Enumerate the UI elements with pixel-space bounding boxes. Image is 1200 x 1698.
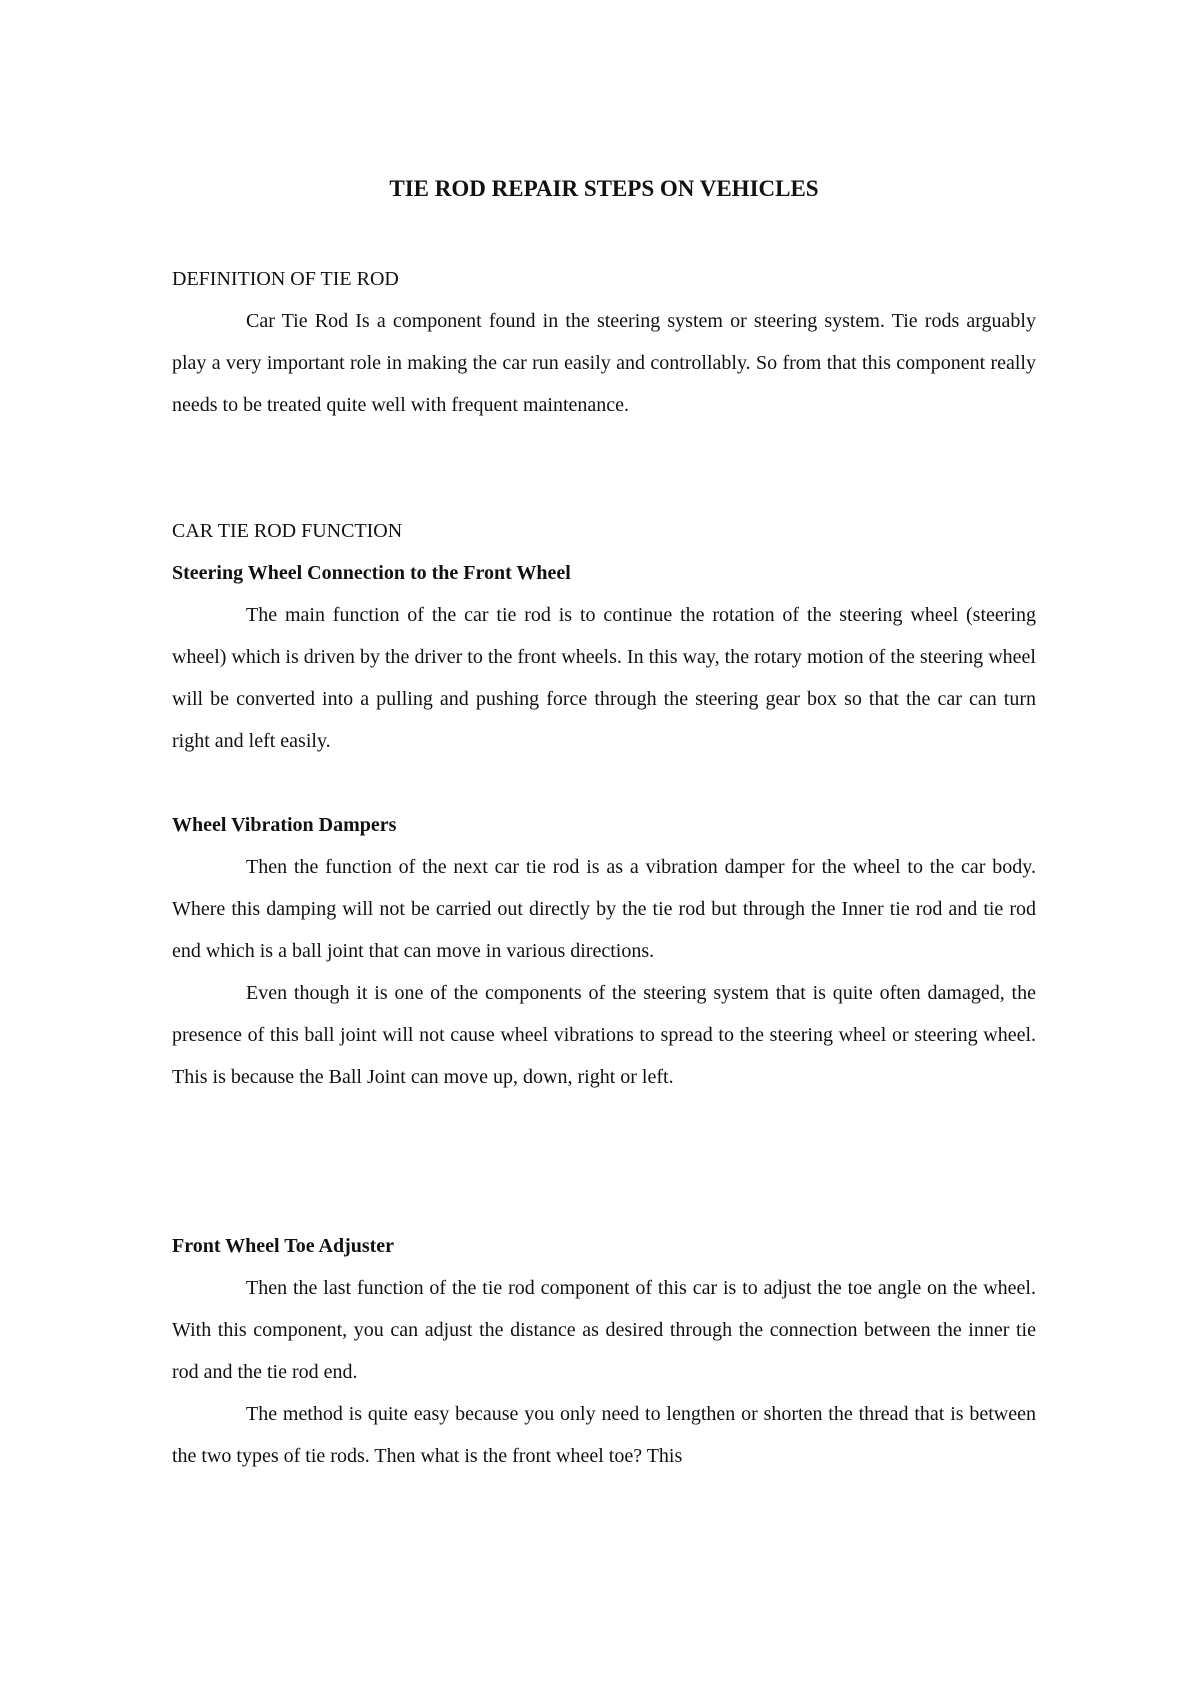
section-vibration-dampers: [172, 804, 1036, 1098]
section-definition: [172, 258, 1036, 426]
document-title: TIE ROD REPAIR STEPS ON VEHICLES: [389, 176, 819, 201]
paragraph-definition: Car Tie Rod Is a component found in the steering system or steering system. Tie rods arguably play a very important role in making the car run easily and controllably. So from that this component really needs to be treated quite well with frequent maintenance.: [172, 310, 1036, 416]
paragraph-toe-adjuster-2: The method is quite easy because you only need to lengthen or shorten the thread that is between the two types of tie rods. Then what is the front wheel toe? This: [172, 1403, 1036, 1467]
section-heading-definition: DEFINITION OF TIE ROD: [172, 268, 399, 290]
subheading-vibration-dampers: Wheel Vibration Dampers: [172, 814, 397, 836]
section-function: [172, 510, 1036, 762]
section-toe-adjuster: [172, 1225, 1036, 1477]
paragraph-vibration-dampers-1: Then the function of the next car tie rod is as a vibration damper for the wheel to the car body. Where this damping will not be carried out directly by the tie rod but through the Inner tie rod and tie rod end which is a ball joint that can move in various directions.: [172, 856, 1036, 962]
paragraph-toe-adjuster-1: Then the last function of the tie rod component of this car is to adjust the toe angle on the wheel. With this component, you can adjust the distance as desired through the connection between the inner tie rod and the tie rod end.: [172, 1277, 1036, 1383]
section-heading-function: CAR TIE ROD FUNCTION: [172, 520, 403, 542]
paragraph-steering-connection: The main function of the car tie rod is to continue the rotation of the steering wheel (steering wheel) which is driven by the driver to the front wheels. In this way, the rotary motion of the steering wheel will be converted into a pulling and pushing force through the steering gear box so that the car can turn right and left easily.: [172, 604, 1036, 752]
subheading-toe-adjuster: Front Wheel Toe Adjuster: [172, 1235, 395, 1257]
subheading-steering-connection: Steering Wheel Connection to the Front Wheel: [172, 562, 571, 584]
paragraph-vibration-dampers-2: Even though it is one of the components of the steering system that is quite often damaged, the presence of this ball joint will not cause wheel vibrations to spread to the steering wheel or steering wheel. This is because the Ball Joint can move up, down, right or left.: [172, 982, 1036, 1088]
